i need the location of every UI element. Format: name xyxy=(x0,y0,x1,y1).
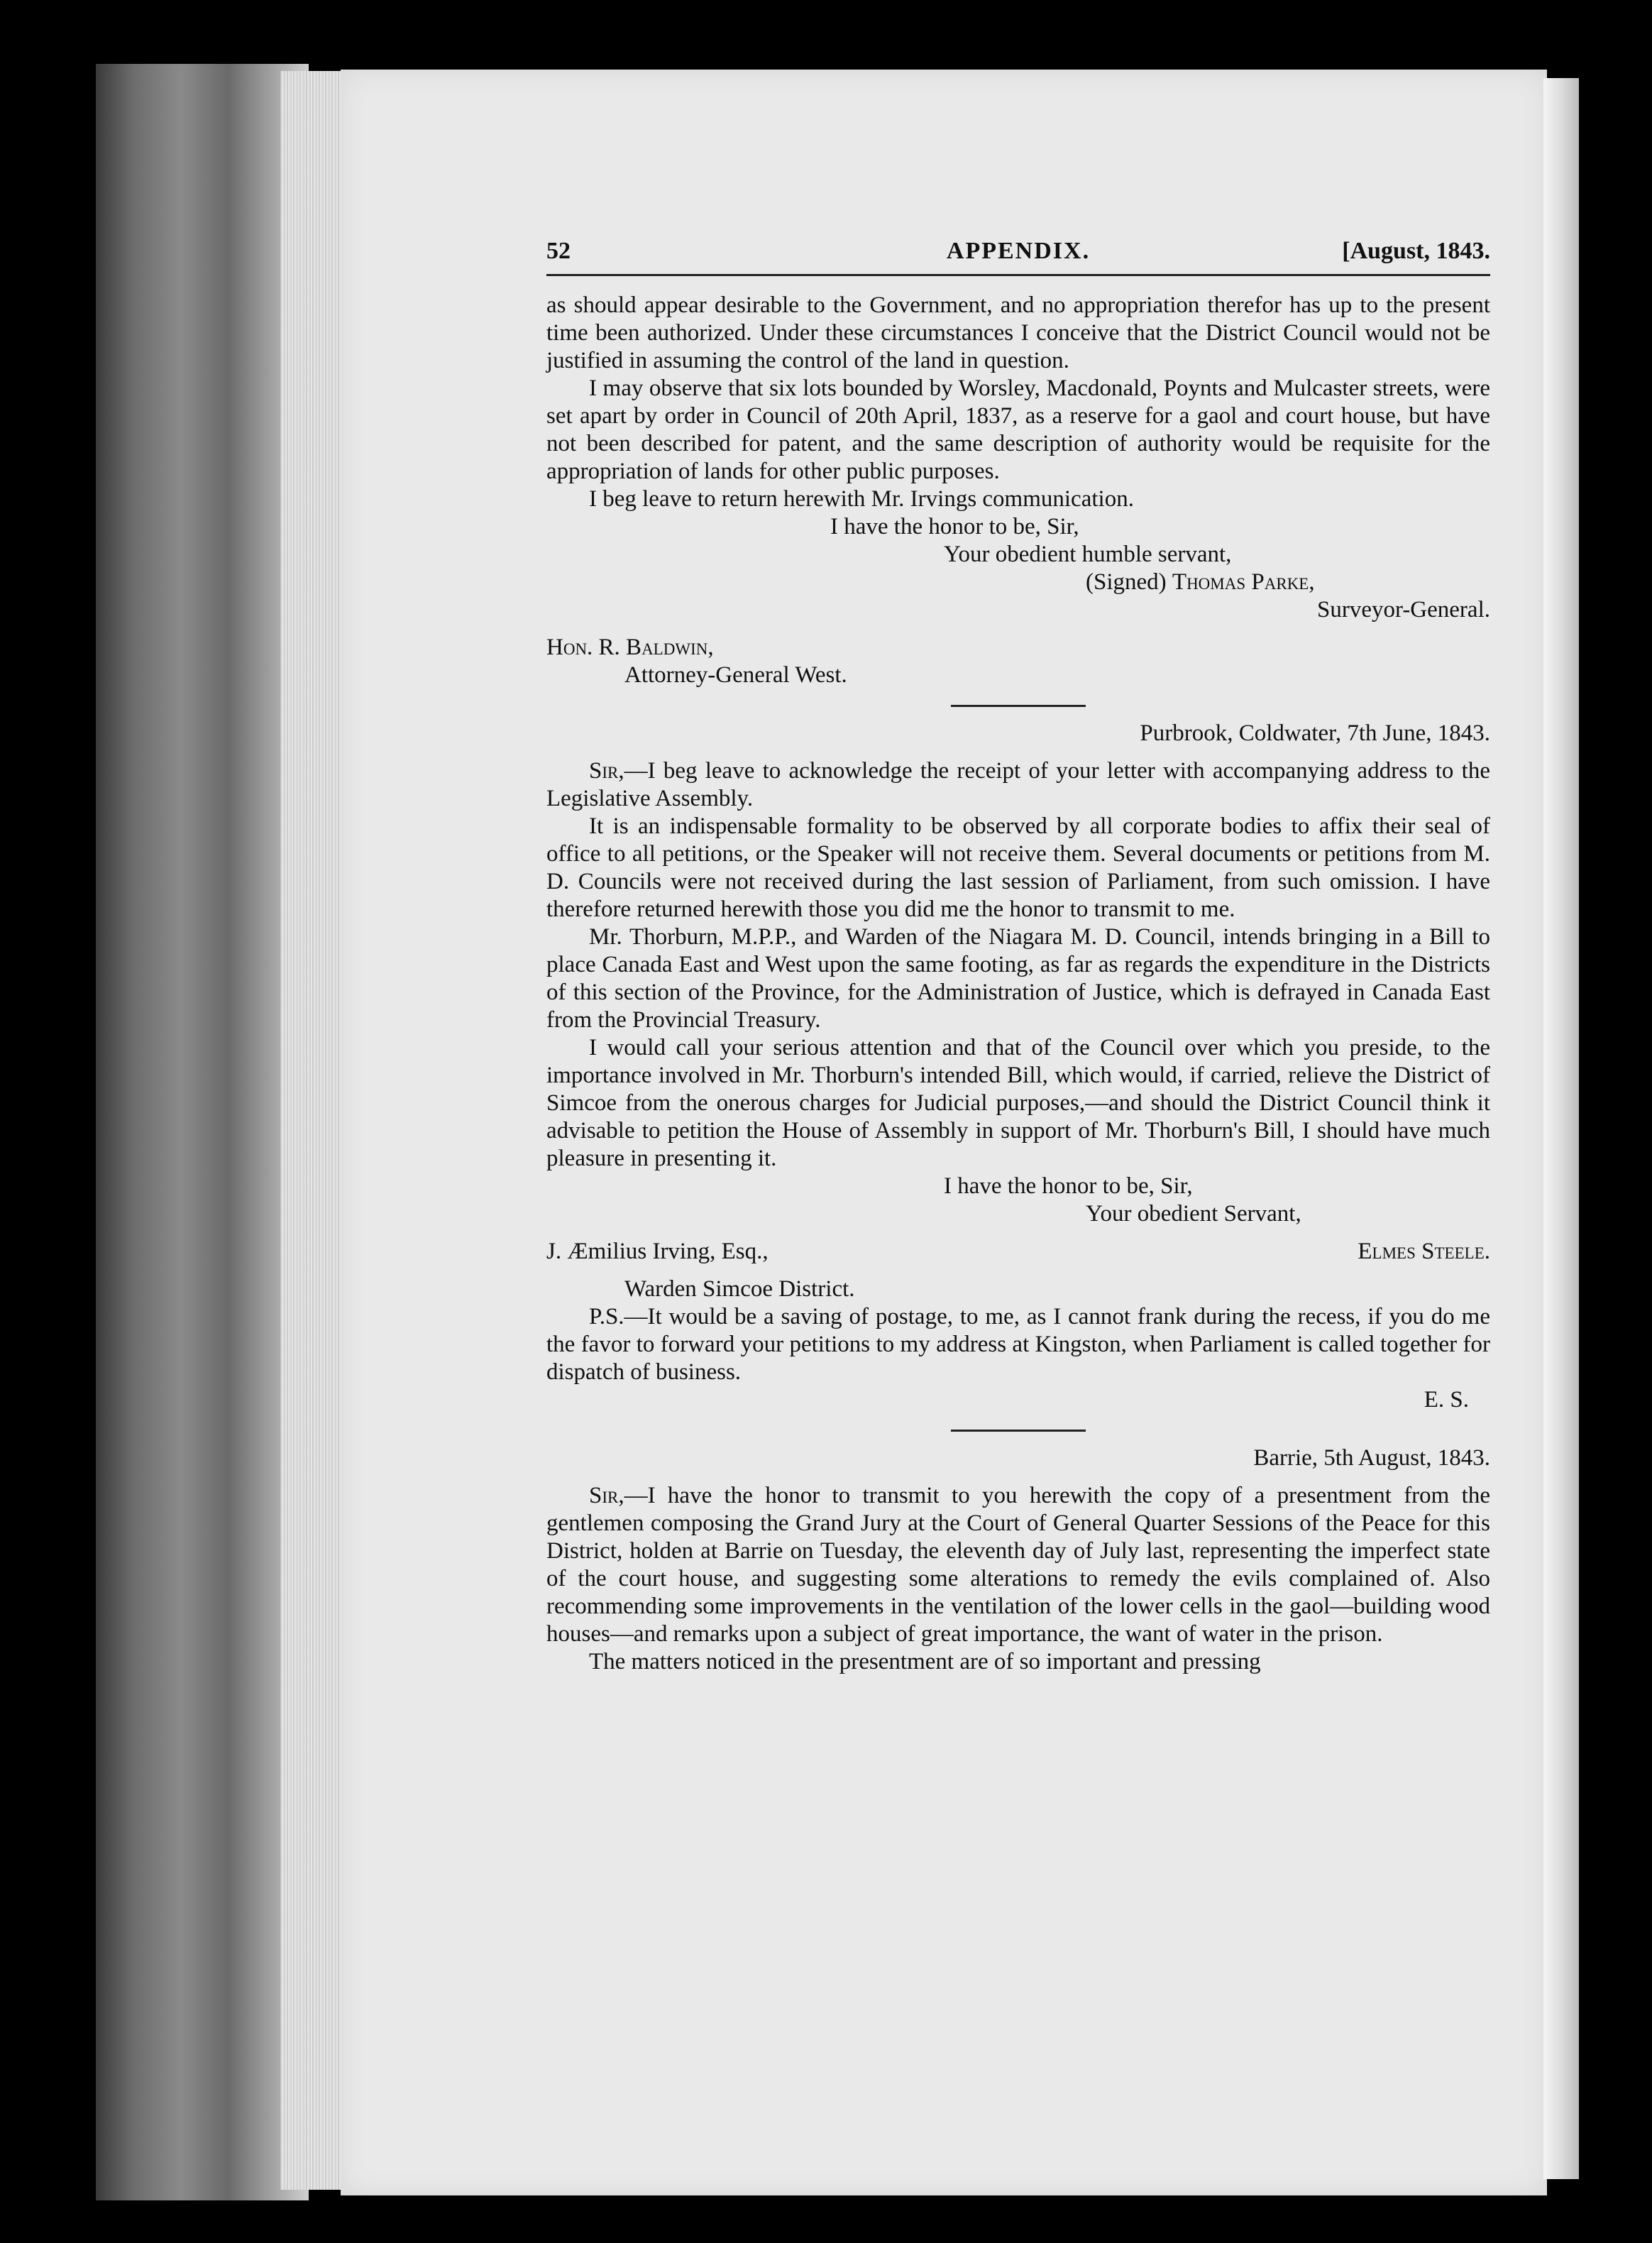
letter2-closing: I have the honor to be, Sir, xyxy=(944,1173,1193,1199)
signer-initials: E. S. xyxy=(1424,1387,1469,1413)
letter2-paragraph: Sir,—I beg leave to acknowledge the receipt of your letter with accompanying address to the Legislative Assembly. xyxy=(546,758,1490,811)
section-divider xyxy=(951,1430,1086,1432)
letter1-closing: Your obedient humble servant, xyxy=(944,542,1232,567)
addressee-title: Warden Simcoe District. xyxy=(624,1276,855,1302)
salutation: Sir, xyxy=(589,758,624,784)
page-edges xyxy=(280,71,344,2190)
letter3-paragraph: Sir,—I have the honor to transmit to you herewith the copy of a presentment from the gentlemen composing the Grand Jury at the Court of General Quarter Sessions of the Peace for this District, holden at Barrie on Tuesday, the eleventh day of July last, representing the imperfect state of the court house, and suggesting some alterations to remedy the evils complained of. Also recommending some improvements in the ventilation of the lower cells in the gaol—building wood houses—and remarks upon a subject of great importance, the want of water in the prison. xyxy=(546,1483,1490,1647)
page-number: 52 xyxy=(546,238,571,264)
page-header xyxy=(546,231,1490,276)
signed-label: (Signed) xyxy=(1086,569,1167,595)
signer-title: Surveyor-General. xyxy=(1317,597,1490,623)
salutation: Sir, xyxy=(589,1483,624,1508)
letter3-paragraph: The matters noticed in the presentment are of so important and pressing xyxy=(589,1649,1261,1674)
running-title: APPENDIX. xyxy=(946,238,1091,264)
letter1-paragraph: I beg leave to return herewith Mr. Irvings communication. xyxy=(589,486,1134,512)
page-content xyxy=(546,231,1490,1676)
letter1-signature xyxy=(546,569,1490,596)
letter2-closing: Your obedient Servant, xyxy=(1086,1201,1301,1227)
section-divider xyxy=(951,705,1086,707)
letter2-paragraph: I would call your serious attention and that of the Council over which you preside, to the importance involved in Mr. Thorburn's intended Bill, which would, if carried, relieve the District of Simcoe from the onerous charges for Judicial purposes,—and should the District Council think it advisable to petition the House of Assembly in support of Mr. Thorburn's Bill, I should have much pleasure in presenting it. xyxy=(546,1035,1490,1171)
letter1-paragraph: I may observe that six lots bounded by Worsley, Macdonald, Poynts and Mulcaster streets, were set apart by order in Council of 20th April, 1837, as a reserve for a gaol and court house, but have not been described for patent, and the same description of authority would be requisite for the appropriation of lands for other public purposes. xyxy=(546,375,1490,484)
letter3-place-date: Barrie, 5th August, 1843. xyxy=(1253,1445,1490,1471)
book-page xyxy=(341,70,1547,2195)
signer-name: Thomas Parke, xyxy=(1172,569,1315,595)
letter2-place-date: Purbrook, Coldwater, 7th June, 1843. xyxy=(1140,720,1490,746)
book-binding xyxy=(96,64,309,2200)
signer-name: Elmes Steele. xyxy=(1358,1239,1490,1264)
page-right-edge xyxy=(1543,78,1579,2179)
letter2-paragraph: It is an indispensable formality to be observed by all corporate bodies to affix their seal of office to all petitions, or the Speaker will not receive them. Several documents or petitions from M. D. Councils were not received during the last session of Parliament, from such omission. I have therefore returned herewith those you did me the honor to transmit to me. xyxy=(546,813,1490,922)
addressee-name: J. Æmilius Irving, Esq., xyxy=(546,1239,769,1264)
letter2-paragraph: Mr. Thorburn, M.P.P., and Warden of the Niagara M. D. Council, intends bringing in a Bill to place Canada East and West upon the same footing, as far as regards the expenditure in the Districts of this section of the Province, for the Administration of Justice, which is defrayed in Canada East from the Provincial Treasury. xyxy=(546,924,1490,1033)
addressee-title: Attorney-General West. xyxy=(624,662,847,688)
postscript: P.S.—It would be a saving of postage, to me, as I cannot frank during the recess, if you do me the favor to forward your petitions to my address at Kingston, when Parliament is called together for dispatch of business. xyxy=(546,1304,1490,1385)
letter2-signature-row xyxy=(546,1238,1490,1266)
letter1-paragraph: as should appear desirable to the Government, and no appropriation therefor has up to the present time been authorized. Under these circumstances I conceive that the District Council would not be justified in assuming the control of the land in question. xyxy=(546,292,1490,373)
addressee-name: Hon. R. Baldwin, xyxy=(546,635,714,660)
letter1-closing: I have the honor to be, Sir, xyxy=(830,514,1079,539)
header-date: [August, 1843. xyxy=(1342,238,1490,264)
